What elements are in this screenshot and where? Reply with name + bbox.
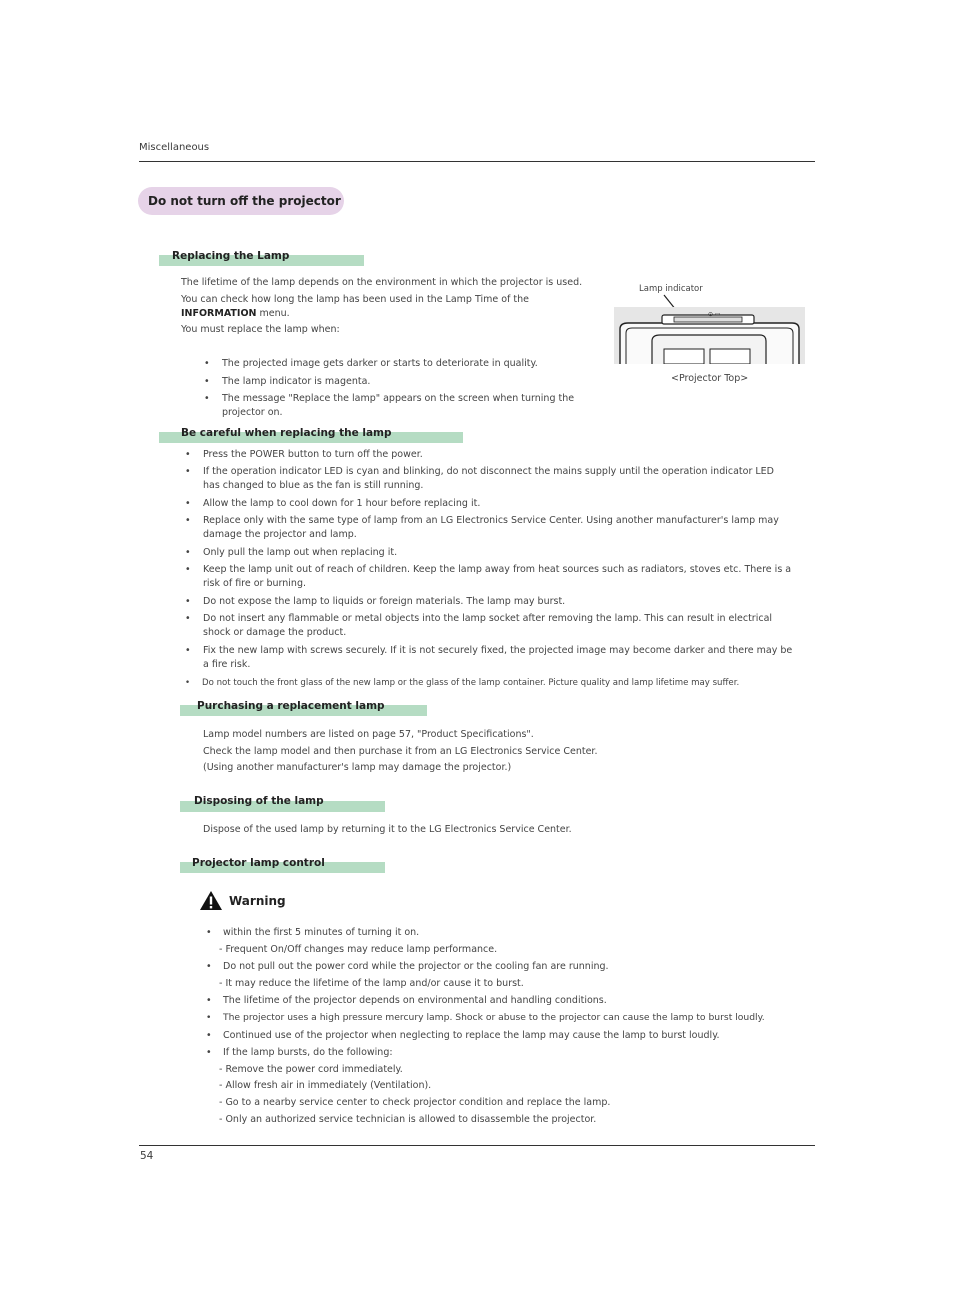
list-item-text: Do not pull out the power cord while the projector or the cooling fan are running.	[223, 961, 609, 972]
disposing-line: Dispose of the used lamp by returning it to the LG Electronics Service Center.	[203, 824, 572, 835]
bullet-dot: •	[204, 376, 210, 387]
list-item-text: Only pull the lamp out when replacing it.	[203, 547, 398, 558]
list-item-text: The message "Replace the lamp" appears on the screen when turning the projector on.	[222, 393, 575, 418]
list-item-text: Do not insert any flammable or metal objects into the lamp socket after removing the lamp. This can result in electrical shock or damage the product.	[203, 613, 773, 638]
list-item-text: The lamp indicator is magenta.	[222, 376, 371, 387]
figure-label: Lamp indicator	[639, 284, 703, 294]
heading-replacing: Replacing the Lamp	[172, 250, 290, 262]
list-subitem: - Frequent On/Off changes may reduce lamp performance.	[219, 944, 498, 955]
bullet-dot: •	[185, 515, 191, 526]
bullet-dot: •	[206, 961, 212, 972]
replacing-line2: You can check how long the lamp has been used in the Lamp Time of the	[181, 294, 530, 305]
list-item-text: Do not touch the front glass of the new lamp or the glass of the lamp container. Picture quality and lamp lifetime may suffer.	[202, 678, 740, 688]
page-number: 54	[140, 1150, 154, 1162]
bullet-dot: •	[185, 645, 191, 656]
information-menu-name: INFORMATION	[181, 308, 257, 319]
heading-purchasing: Purchasing a replacement lamp	[197, 700, 385, 712]
list-item-text: Fix the new lamp with screws securely. If it is not securely fixed, the projected image may become darker and there may be a fire risk.	[203, 645, 793, 670]
replacing-line1: The lifetime of the lamp depends on the environment in which the projector is used.	[181, 277, 583, 288]
list-item-text: Allow the lamp to cool down for 1 hour before replacing it.	[203, 498, 481, 509]
list-item-text: Replace only with the same type of lamp from an LG Electronics Service Center. Using another manufacturer's lamp may damage the projector and lamp.	[203, 515, 779, 540]
list-item-text: Keep the lamp unit out of reach of children. Keep the lamp away from heat sources such as radiators, stoves etc. There is a risk of fire or burning.	[203, 564, 792, 589]
list-item-text: If the lamp bursts, do the following:	[223, 1047, 393, 1058]
bullet-dot: •	[204, 393, 210, 404]
header-rule	[139, 161, 815, 162]
footer-rule	[139, 1145, 815, 1146]
list-subitem: - Remove the power cord immediately.	[219, 1064, 403, 1075]
bullet-dot: •	[185, 449, 191, 460]
replacing-line3	[181, 307, 290, 321]
list-item-text: If the operation indicator LED is cyan and blinking, do not disconnect the mains supply until the operation indicator LED has changed to blue as the fan is still running.	[203, 466, 774, 491]
bullet-dot: •	[185, 564, 191, 575]
replacing-line4: You must replace the lamp when:	[181, 324, 340, 335]
list-subitem: - Only an authorized service technician is allowed to disassemble the projector.	[219, 1114, 597, 1125]
list-item-text: The projected image gets darker or starts to deteriorate in quality.	[222, 358, 538, 369]
bullet-dot: •	[185, 613, 191, 624]
list-item-text: Press the POWER button to turn off the power.	[203, 449, 423, 460]
warning-icon	[199, 890, 223, 911]
bullet-dot: •	[206, 1012, 212, 1023]
purchasing-line3: (Using another manufacturer's lamp may damage the projector.)	[203, 762, 512, 773]
warning-title: Warning	[229, 894, 286, 908]
heading-disposing: Disposing of the lamp	[194, 795, 324, 807]
page-title: Do not turn off the projector	[138, 187, 344, 215]
section-label: Miscellaneous	[139, 142, 210, 153]
projector-top-figure	[614, 307, 805, 364]
bullet-dot: •	[206, 1047, 212, 1058]
bullet-dot: •	[185, 498, 191, 509]
replacing-line3-rest: menu.	[256, 308, 290, 319]
figure-caption: <Projector Top>	[671, 373, 749, 384]
bullet-dot: •	[185, 547, 191, 558]
list-item-text: Continued use of the projector when neglecting to replace the lamp may cause the lamp to burst loudly.	[223, 1030, 720, 1041]
svg-text:⊙ ▭: ⊙ ▭	[708, 311, 721, 318]
bullet-dot: •	[206, 1030, 212, 1041]
heading-control: Projector lamp control	[192, 857, 325, 869]
bullet-dot: •	[206, 927, 212, 938]
heading-careful: Be careful when replacing the lamp	[181, 427, 392, 439]
list-item-text: The lifetime of the projector depends on environmental and handling conditions.	[223, 995, 607, 1006]
list-item-text: within the first 5 minutes of turning it on.	[223, 927, 420, 938]
list-subitem: - Allow fresh air in immediately (Ventilation).	[219, 1080, 432, 1091]
bullet-dot: •	[185, 466, 191, 477]
bullet-dot: •	[206, 995, 212, 1006]
projector-top-drawing	[614, 307, 805, 364]
list-item-text: The projector uses a high pressure mercury lamp. Shock or abuse to the projector can cause the lamp to burst loudly.	[223, 1012, 765, 1023]
list-subitem: - Go to a nearby service center to check projector condition and replace the lamp.	[219, 1097, 611, 1108]
purchasing-line2: Check the lamp model and then purchase it from an LG Electronics Service Center.	[203, 746, 598, 757]
list-item-text: Do not expose the lamp to liquids or foreign materials. The lamp may burst.	[203, 596, 566, 607]
bullet-dot: •	[204, 358, 210, 369]
list-subitem: - It may reduce the lifetime of the lamp and/or cause it to burst.	[219, 978, 524, 989]
bullet-dot: •	[185, 596, 191, 607]
purchasing-line1: Lamp model numbers are listed on page 57, "Product Specifications".	[203, 729, 534, 740]
bullet-dot: •	[185, 678, 191, 688]
